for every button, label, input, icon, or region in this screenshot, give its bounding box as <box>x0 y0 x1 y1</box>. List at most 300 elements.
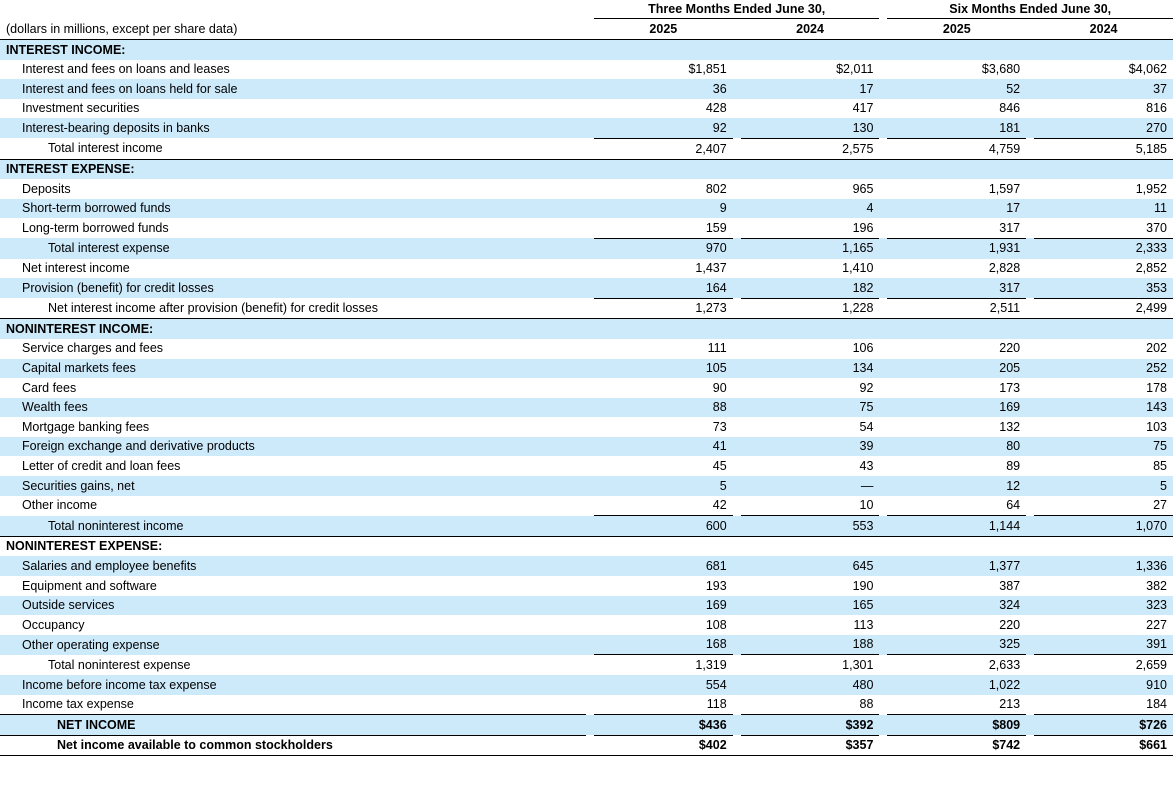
row-value: $809 <box>887 715 1026 736</box>
table-row <box>0 536 1173 556</box>
row-value: 169 <box>887 398 1026 418</box>
column-gap <box>733 496 741 516</box>
table-row <box>0 596 1173 616</box>
row-value: 4 <box>741 199 880 219</box>
column-gap <box>1026 635 1034 655</box>
row-value: 1,165 <box>741 238 880 258</box>
row-value: 353 <box>1034 278 1173 298</box>
column-gap <box>586 556 594 576</box>
column-gap <box>733 339 741 359</box>
column-gap <box>879 655 887 675</box>
group-header-row <box>0 0 1173 19</box>
row-value: 554 <box>594 675 733 695</box>
row-value: 45 <box>712 459 727 474</box>
row-value: 1,437 <box>695 261 727 276</box>
row-label: Net income available to common stockholders <box>0 735 586 756</box>
group-header-gap-2 <box>879 0 887 19</box>
table-row <box>0 735 1173 756</box>
row-value: 1,070 <box>1034 516 1173 537</box>
row-value <box>887 159 1026 179</box>
column-gap <box>879 118 887 138</box>
row-value: 324 <box>887 596 1026 616</box>
column-gap <box>733 437 741 457</box>
column-group-six-months: Six Months Ended June 30, <box>887 0 1173 19</box>
row-value: $726 <box>1034 715 1173 736</box>
column-gap <box>733 576 741 596</box>
year-header-q2-2025: 2025 <box>594 19 733 40</box>
column-gap <box>733 675 741 695</box>
column-gap <box>1026 118 1034 138</box>
column-gap <box>586 615 594 635</box>
column-gap <box>586 536 594 556</box>
row-value: 1,144 <box>887 516 1026 537</box>
column-gap <box>1026 675 1034 695</box>
column-gap <box>879 715 887 736</box>
table-row <box>0 238 1173 258</box>
section-heading: NONINTEREST INCOME: <box>0 319 586 339</box>
row-value: 27 <box>1153 498 1167 513</box>
row-value: 1,952 <box>1135 181 1167 196</box>
column-gap <box>733 259 741 279</box>
column-gap <box>733 695 741 715</box>
column-gap <box>733 516 741 537</box>
row-value: 970 <box>594 238 733 258</box>
section-heading: INTEREST EXPENSE: <box>0 159 586 179</box>
row-value: 42 <box>712 498 727 513</box>
group-header-gap-1 <box>586 0 594 19</box>
row-value: 130 <box>741 118 880 138</box>
column-gap <box>586 378 594 398</box>
table-row <box>0 576 1173 596</box>
column-gap <box>586 238 594 258</box>
column-gap <box>586 417 594 437</box>
table-row <box>0 417 1173 437</box>
row-label: Interest-bearing deposits in banks <box>0 118 586 138</box>
column-gap <box>1026 79 1034 99</box>
row-value: 132 <box>999 419 1021 434</box>
row-value: 43 <box>859 459 874 474</box>
column-gap <box>733 298 741 319</box>
column-gap <box>1026 138 1034 159</box>
row-value: 1,410 <box>842 261 874 276</box>
table-row <box>0 378 1173 398</box>
row-value <box>594 159 733 179</box>
row-value: 681 <box>594 556 733 576</box>
column-gap <box>586 60 594 80</box>
column-gap <box>1026 238 1034 258</box>
table-row <box>0 398 1173 418</box>
column-gap <box>1026 278 1034 298</box>
row-value: 75 <box>741 398 880 418</box>
column-gap <box>586 596 594 616</box>
row-value: 11 <box>1034 199 1173 219</box>
row-value: 10 <box>859 498 874 513</box>
column-gap <box>879 417 887 437</box>
row-label: Capital markets fees <box>0 359 586 379</box>
column-gap <box>879 675 887 695</box>
column-gap <box>733 138 741 159</box>
row-value: 90 <box>712 380 727 395</box>
column-gap <box>733 378 741 398</box>
row-value: 184 <box>1146 697 1167 712</box>
row-value: 36 <box>594 79 733 99</box>
column-gap <box>879 339 887 359</box>
column-gap <box>879 319 887 339</box>
column-gap <box>586 218 594 238</box>
row-value: 370 <box>1146 220 1167 235</box>
row-value: 88 <box>594 398 733 418</box>
column-gap <box>1026 199 1034 219</box>
column-gap <box>733 359 741 379</box>
row-label: Other income <box>22 498 98 513</box>
row-value: 1,301 <box>741 655 880 675</box>
row-label: Securities gains, net <box>0 476 586 496</box>
column-gap <box>879 695 887 715</box>
row-label: Salaries and employee benefits <box>0 556 586 576</box>
year-header-q2-2024: 2024 <box>741 19 880 40</box>
column-gap <box>879 238 887 258</box>
row-value: 178 <box>1146 380 1167 395</box>
table-row <box>0 79 1173 99</box>
units-note: (dollars in millions, except per share data) <box>0 19 586 40</box>
row-label: Net interest income after provision (benefit) for credit losses <box>48 301 378 316</box>
row-label: NET INCOME <box>0 715 586 736</box>
row-value: 12 <box>887 476 1026 496</box>
row-value: 88 <box>859 697 874 712</box>
row-value: 164 <box>594 278 733 298</box>
row-value <box>741 40 880 60</box>
row-value <box>1034 319 1173 339</box>
row-value: 553 <box>741 516 880 537</box>
table-body <box>0 40 1173 756</box>
column-gap <box>879 437 887 457</box>
table-row <box>0 298 1173 319</box>
table-row <box>0 319 1173 339</box>
section-heading: NONINTEREST EXPENSE: <box>0 536 586 556</box>
row-value: 600 <box>594 516 733 537</box>
row-label: Wealth fees <box>0 398 586 418</box>
column-gap <box>1026 359 1034 379</box>
row-value: 4,759 <box>887 138 1026 159</box>
row-value: 165 <box>741 596 880 616</box>
column-gap <box>879 398 887 418</box>
column-gap <box>733 456 741 476</box>
column-gap <box>733 159 741 179</box>
row-label: Other operating expense <box>0 635 586 655</box>
column-gap <box>586 576 594 596</box>
row-label: Mortgage banking fees <box>22 419 150 434</box>
row-value: 188 <box>741 635 880 655</box>
table-row <box>0 99 1173 119</box>
table-row <box>0 159 1173 179</box>
row-value: 106 <box>852 341 874 356</box>
table-row <box>0 715 1173 736</box>
column-gap <box>586 456 594 476</box>
table-row <box>0 179 1173 199</box>
row-value: 2,499 <box>1034 298 1173 319</box>
row-value: 105 <box>594 359 733 379</box>
row-label: Card fees <box>22 380 77 395</box>
row-value: 111 <box>707 341 727 356</box>
row-value <box>594 536 733 556</box>
table-row <box>0 40 1173 60</box>
row-label: Investment securities <box>22 101 140 116</box>
column-gap <box>1026 319 1034 339</box>
column-gap <box>586 339 594 359</box>
row-value <box>1034 40 1173 60</box>
row-value: $742 <box>887 735 1026 756</box>
column-gap <box>586 359 594 379</box>
row-value <box>594 319 733 339</box>
row-label: Total noninterest expense <box>48 657 191 672</box>
row-value: 1,273 <box>594 298 733 319</box>
column-gap <box>879 476 887 496</box>
year-header-pad-1 <box>733 19 741 40</box>
column-group-three-months: Three Months Ended June 30, <box>594 0 879 19</box>
table-row <box>0 359 1173 379</box>
table-row <box>0 218 1173 238</box>
column-gap <box>879 138 887 159</box>
row-label: Interest and fees on loans held for sale <box>0 79 586 99</box>
table-row <box>0 655 1173 675</box>
row-value: $392 <box>741 715 880 736</box>
table-row <box>0 476 1173 496</box>
column-gap <box>586 259 594 279</box>
row-value: 846 <box>999 101 1021 116</box>
row-value: 103 <box>1146 419 1167 434</box>
column-gap <box>1026 259 1034 279</box>
row-value: 213 <box>999 697 1021 712</box>
row-value: 382 <box>1146 578 1167 593</box>
row-value: 85 <box>1153 459 1167 474</box>
column-gap <box>586 278 594 298</box>
row-value: 387 <box>999 578 1021 593</box>
row-value <box>1034 159 1173 179</box>
column-gap <box>733 79 741 99</box>
table-row <box>0 437 1173 457</box>
row-value <box>741 319 880 339</box>
row-label: Net interest income <box>22 261 130 276</box>
row-value: 169 <box>594 596 733 616</box>
column-gap <box>586 635 594 655</box>
column-gap <box>733 476 741 496</box>
year-header-ytd-2025: 2025 <box>887 19 1026 40</box>
row-value: $2,011 <box>836 62 874 77</box>
row-value <box>741 536 880 556</box>
row-value: 64 <box>1006 498 1021 513</box>
row-label: Letter of credit and loan fees <box>22 459 181 474</box>
row-value: $402 <box>594 735 733 756</box>
column-gap <box>879 536 887 556</box>
row-value: — <box>741 476 880 496</box>
column-gap <box>879 179 887 199</box>
column-gap <box>879 278 887 298</box>
row-value: 910 <box>1034 675 1173 695</box>
table-row <box>0 339 1173 359</box>
column-gap <box>1026 715 1034 736</box>
row-value: 196 <box>852 220 874 235</box>
table-row <box>0 695 1173 715</box>
row-value: 802 <box>705 181 727 196</box>
column-gap <box>879 99 887 119</box>
row-value: 75 <box>1034 437 1173 457</box>
column-gap <box>586 476 594 496</box>
row-value: 54 <box>859 419 874 434</box>
row-label: Provision (benefit) for credit losses <box>0 278 586 298</box>
row-value: 417 <box>852 101 874 116</box>
column-gap <box>733 278 741 298</box>
row-value: 80 <box>887 437 1026 457</box>
column-gap <box>1026 695 1034 715</box>
column-gap <box>733 319 741 339</box>
row-value: 1,336 <box>1034 556 1173 576</box>
row-value: 52 <box>887 79 1026 99</box>
row-value: 17 <box>887 199 1026 219</box>
table-row <box>0 456 1173 476</box>
row-value: 9 <box>594 199 733 219</box>
column-gap <box>586 199 594 219</box>
column-gap <box>586 179 594 199</box>
row-label: Long-term borrowed funds <box>22 221 169 236</box>
column-gap <box>1026 179 1034 199</box>
row-value: 118 <box>706 697 727 712</box>
column-gap <box>733 536 741 556</box>
row-value: 816 <box>1146 101 1167 116</box>
row-value: 113 <box>853 617 874 632</box>
row-value <box>887 40 1026 60</box>
column-gap <box>1026 476 1034 496</box>
row-value: 205 <box>887 359 1026 379</box>
row-value: $3,680 <box>981 62 1021 77</box>
column-gap <box>586 735 594 756</box>
column-gap <box>733 199 741 219</box>
row-value: $436 <box>594 715 733 736</box>
row-value: 270 <box>1034 118 1173 138</box>
row-value: 2,407 <box>594 138 733 159</box>
column-gap <box>586 437 594 457</box>
column-gap <box>733 398 741 418</box>
row-value: 37 <box>1034 79 1173 99</box>
column-gap <box>879 456 887 476</box>
column-gap <box>879 60 887 80</box>
row-value <box>1034 536 1173 556</box>
row-value: 17 <box>741 79 880 99</box>
row-value: 190 <box>852 578 874 593</box>
row-value: 5 <box>1034 476 1173 496</box>
column-gap <box>586 159 594 179</box>
row-label: Occupancy <box>22 617 85 632</box>
column-gap <box>586 398 594 418</box>
column-gap <box>733 635 741 655</box>
column-gap <box>879 259 887 279</box>
row-value: 1,377 <box>887 556 1026 576</box>
row-value: 2,511 <box>887 298 1026 319</box>
column-gap <box>879 635 887 655</box>
column-gap <box>586 695 594 715</box>
row-value <box>887 319 1026 339</box>
table-header <box>0 0 1173 40</box>
row-value: 2,828 <box>988 261 1021 276</box>
row-value: 73 <box>712 419 727 434</box>
column-gap <box>1026 496 1034 516</box>
table-row <box>0 278 1173 298</box>
column-gap <box>1026 60 1034 80</box>
column-gap <box>586 319 594 339</box>
column-gap <box>879 556 887 576</box>
column-gap <box>1026 417 1034 437</box>
column-gap <box>586 496 594 516</box>
row-value: 89 <box>1006 459 1021 474</box>
table-row <box>0 60 1173 80</box>
column-gap <box>586 298 594 319</box>
column-gap <box>1026 218 1034 238</box>
row-value: 92 <box>859 380 874 395</box>
row-label: Equipment and software <box>22 578 157 593</box>
column-gap <box>1026 437 1034 457</box>
row-value: 173 <box>999 380 1021 395</box>
column-gap <box>879 218 887 238</box>
column-gap <box>733 179 741 199</box>
row-value: 41 <box>594 437 733 457</box>
row-value: 1,931 <box>887 238 1026 258</box>
row-value: 202 <box>1146 341 1167 356</box>
column-gap <box>733 238 741 258</box>
column-gap <box>1026 556 1034 576</box>
column-gap <box>733 596 741 616</box>
row-value: 428 <box>705 101 727 116</box>
row-value: 1,022 <box>887 675 1026 695</box>
column-gap <box>1026 339 1034 359</box>
column-gap <box>586 118 594 138</box>
row-value: 227 <box>1146 617 1167 632</box>
row-value: 108 <box>705 617 727 632</box>
row-label: Total noninterest income <box>0 516 586 537</box>
column-gap <box>879 615 887 635</box>
row-value: 323 <box>1034 596 1173 616</box>
column-gap <box>879 199 887 219</box>
row-label: Foreign exchange and derivative products <box>0 437 586 457</box>
row-value: $661 <box>1034 735 1173 756</box>
column-gap <box>1026 298 1034 319</box>
group-header-blank <box>0 0 586 19</box>
column-gap <box>879 159 887 179</box>
column-gap <box>1026 99 1034 119</box>
column-gap <box>733 715 741 736</box>
column-gap <box>1026 536 1034 556</box>
row-value: 317 <box>887 278 1026 298</box>
row-value: 193 <box>705 578 727 593</box>
section-heading: INTEREST INCOME: <box>0 40 586 60</box>
column-gap <box>586 79 594 99</box>
table-row <box>0 556 1173 576</box>
row-label: Service charges and fees <box>22 341 164 356</box>
row-value: 2,659 <box>1034 655 1173 675</box>
column-gap <box>586 138 594 159</box>
table-row <box>0 259 1173 279</box>
row-label: Outside services <box>0 596 586 616</box>
column-gap <box>733 417 741 437</box>
row-value: 143 <box>1034 398 1173 418</box>
column-gap <box>586 99 594 119</box>
column-gap <box>879 378 887 398</box>
year-header-pad-2 <box>1026 19 1034 40</box>
table-row <box>0 118 1173 138</box>
column-gap <box>733 735 741 756</box>
column-gap <box>733 218 741 238</box>
row-value: 5 <box>594 476 733 496</box>
column-gap <box>879 596 887 616</box>
row-value: 1,228 <box>741 298 880 319</box>
